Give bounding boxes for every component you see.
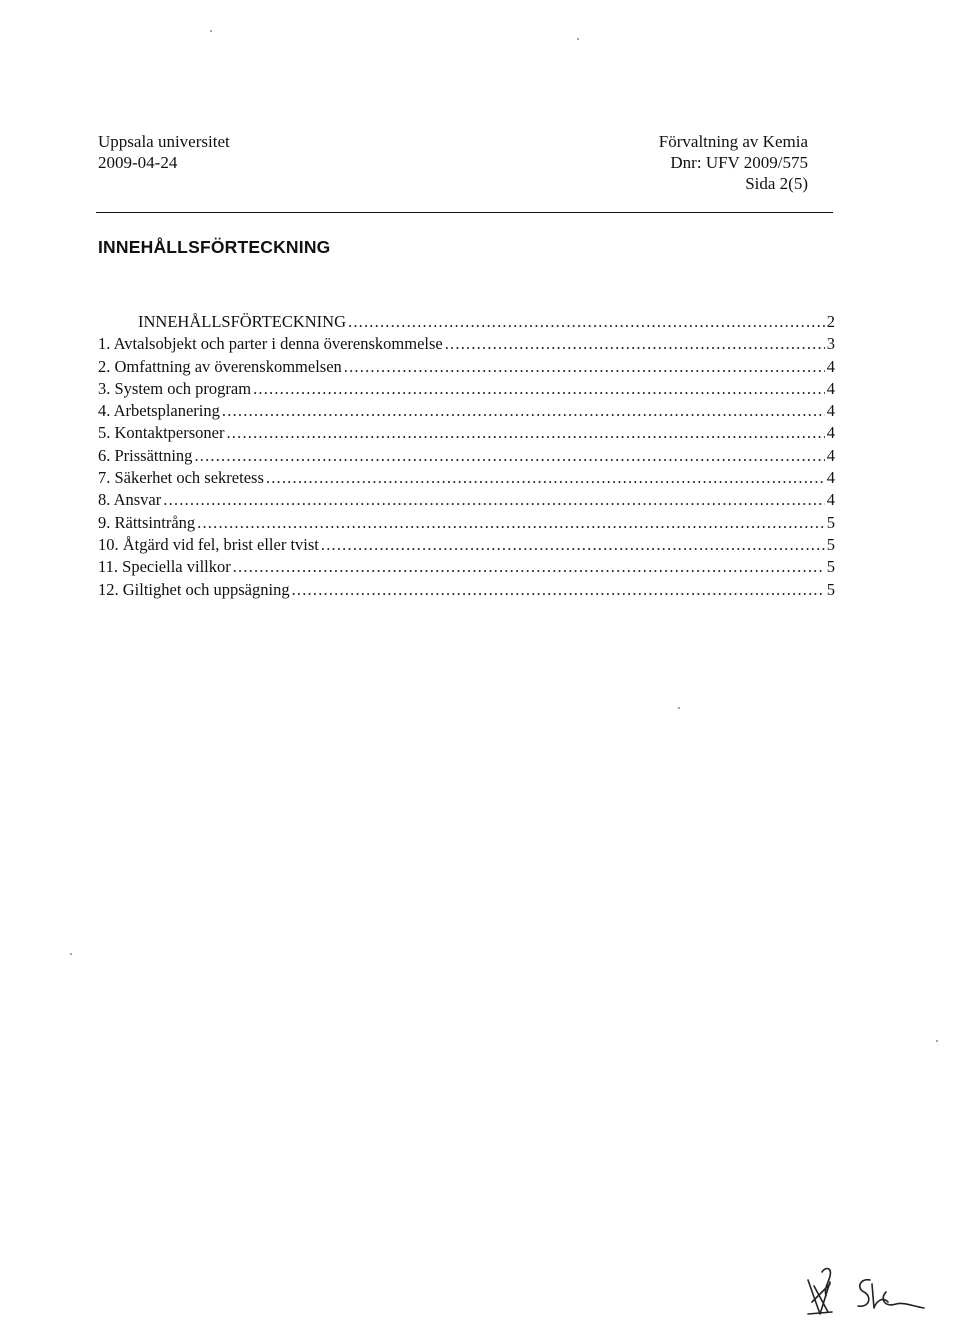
toc-entry bbox=[98, 512, 835, 534]
toc-entry bbox=[98, 356, 835, 378]
scan-speck bbox=[577, 38, 579, 40]
toc-entry-page: 5 bbox=[826, 534, 835, 554]
toc-entry-page: 5 bbox=[826, 512, 835, 532]
toc-entry-label: 7. Säkerhet och sekretess bbox=[98, 468, 264, 488]
toc-entry bbox=[98, 311, 835, 333]
toc-entry bbox=[98, 445, 835, 467]
toc-entry-label: 10. Åtgärd vid fel, brist eller tvist bbox=[98, 534, 319, 554]
toc-entry-label: 2. Omfattning av överenskommelsen bbox=[98, 356, 342, 376]
toc-entry-page: 5 bbox=[826, 579, 835, 599]
scan-speck bbox=[678, 707, 680, 709]
toc-entry-page: 4 bbox=[826, 490, 835, 510]
toc-entry-page: 2 bbox=[826, 312, 835, 331]
toc-entry-label: 4. Arbetsplanering bbox=[98, 401, 220, 421]
toc-entry-label: 11. Speciella villkor bbox=[98, 557, 231, 577]
toc-entry bbox=[98, 489, 835, 511]
toc-entry-page: 4 bbox=[826, 468, 835, 488]
toc-entry bbox=[98, 333, 835, 355]
toc-entry-label: 12. Giltighet och uppsägning bbox=[98, 579, 290, 599]
toc-entry-page: 3 bbox=[826, 334, 835, 354]
toc-entry-label: 6. Prissättning bbox=[98, 445, 193, 465]
toc-entry bbox=[98, 579, 835, 601]
toc-dot-leader bbox=[344, 356, 825, 378]
toc-dot-leader bbox=[253, 378, 825, 400]
toc-entry-page: 4 bbox=[826, 378, 835, 398]
department-name: Förvaltning av Kemia bbox=[658, 132, 808, 151]
toc-dot-leader bbox=[266, 467, 825, 489]
toc-entry-page: 4 bbox=[826, 423, 835, 443]
page-indicator: Sida 2(5) bbox=[745, 174, 808, 193]
toc-entry-label: INNEHÅLLSFÖRTECKNING bbox=[138, 312, 346, 331]
toc-dot-leader bbox=[197, 512, 825, 534]
header-left bbox=[98, 131, 230, 173]
toc-dot-leader bbox=[163, 489, 825, 511]
toc-entry-page: 4 bbox=[826, 401, 835, 421]
toc-dot-leader bbox=[194, 445, 824, 467]
toc-entry bbox=[98, 422, 835, 444]
toc-entry-page: 4 bbox=[826, 445, 835, 465]
toc-entry-page: 5 bbox=[826, 557, 835, 577]
toc-entry-label: 9. Rättsintrång bbox=[98, 512, 196, 532]
toc-dot-leader bbox=[348, 311, 825, 333]
header-divider bbox=[96, 212, 833, 213]
toc-entry bbox=[98, 378, 835, 400]
institution-name: Uppsala universitet bbox=[98, 132, 230, 151]
document-date: 2009-04-24 bbox=[98, 153, 178, 172]
toc-entry bbox=[98, 534, 835, 556]
toc-entry-label: 5. Kontaktpersoner bbox=[98, 423, 225, 443]
toc-entry-page: 4 bbox=[826, 356, 835, 376]
page-title: INNEHÅLLSFÖRTECKNING bbox=[98, 237, 331, 257]
toc-dot-leader bbox=[226, 422, 824, 444]
table-of-contents bbox=[98, 311, 835, 601]
toc-dot-leader bbox=[222, 400, 825, 422]
toc-entry-label: 8. Ansvar bbox=[98, 490, 162, 510]
scan-speck bbox=[70, 953, 72, 955]
toc-entry bbox=[98, 467, 835, 489]
toc-dot-leader bbox=[321, 534, 825, 556]
header-right bbox=[659, 131, 808, 194]
toc-entry-label: 1. Avtalsobjekt och parter i denna överenskommelse bbox=[98, 334, 443, 354]
toc-entry bbox=[98, 556, 835, 578]
toc-entry-label: 3. System och program bbox=[98, 378, 252, 398]
toc-entry bbox=[98, 400, 835, 422]
toc-dot-leader bbox=[445, 333, 825, 355]
scan-speck bbox=[936, 1040, 938, 1042]
toc-dot-leader bbox=[292, 579, 825, 601]
scan-speck bbox=[210, 30, 212, 32]
reference-number: Dnr: UFV 2009/575 bbox=[670, 153, 808, 172]
handwritten-initials bbox=[800, 1262, 930, 1324]
toc-dot-leader bbox=[233, 556, 825, 578]
